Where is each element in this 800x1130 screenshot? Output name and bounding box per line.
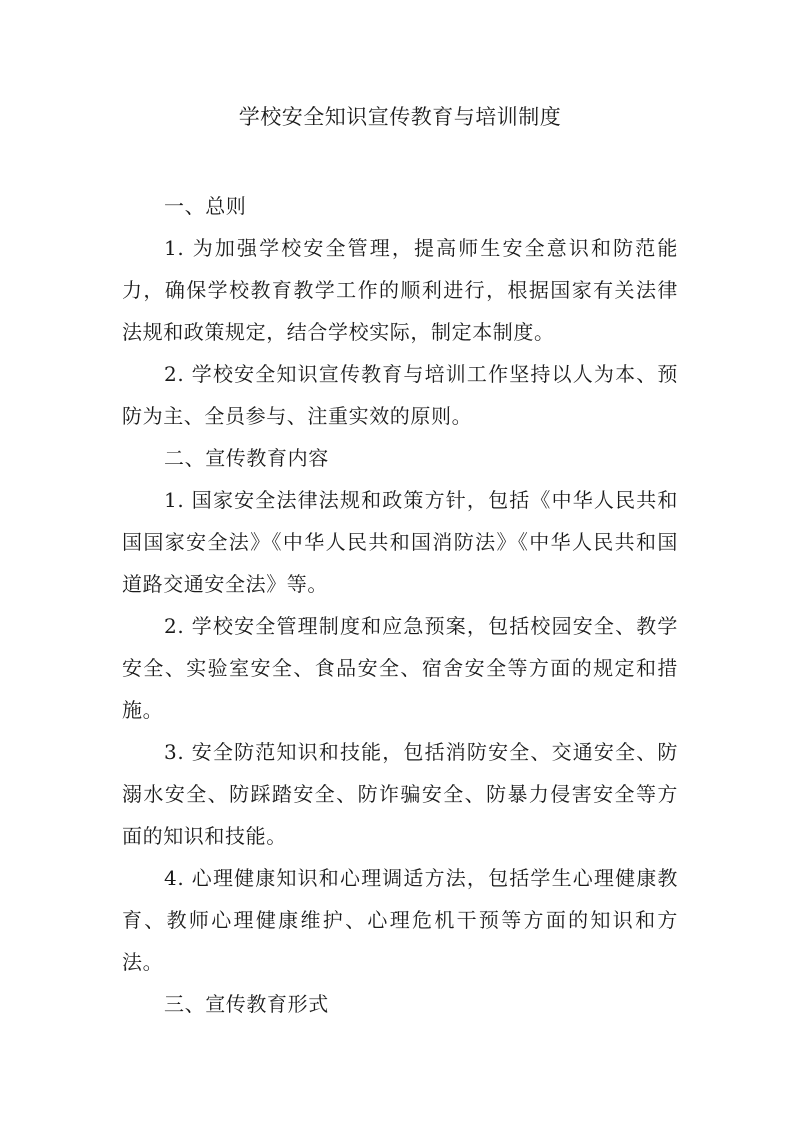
paragraph: 1. 国家安全法律法规和政策方针，包括《中华人民共和国国家安全法》《中华人民共和国消防法》《中华人民共和国道路交通安全法》等。 <box>122 488 678 596</box>
document-title: 学校安全知识宣传教育与培训制度 <box>238 105 562 129</box>
paragraph: 4. 心理健康知识和心理调适方法，包括学生心理健康教育、教师心理健康维护、心理危机干预等方面的知识和方法。 <box>122 866 678 974</box>
paragraph: 3. 安全防范知识和技能，包括消防安全、交通安全、防溺水安全、防踩踏安全、防诈骗安全、防暴力侵害安全等方面的知识和技能。 <box>122 740 678 848</box>
paragraph: 2. 学校安全管理制度和应急预案，包括校园安全、教学安全、实验室安全、食品安全、宿舍安全等方面的规定和措施。 <box>122 614 678 722</box>
paragraph: 2. 学校安全知识宣传教育与培训工作坚持以人为本、预防为主、全员参与、注重实效的原则。 <box>122 362 678 428</box>
document-body <box>122 185 678 1025</box>
section-heading-forms: 三、宣传教育形式 <box>164 992 329 1016</box>
section-heading-content: 二、宣传教育内容 <box>164 446 329 470</box>
section-heading-general: 一、总则 <box>164 194 247 218</box>
paragraph: 1. 为加强学校安全管理，提高师生安全意识和防范能力，确保学校教育教学工作的顺利进行，根据国家有关法律法规和政策规定，结合学校实际，制定本制度。 <box>122 236 678 344</box>
